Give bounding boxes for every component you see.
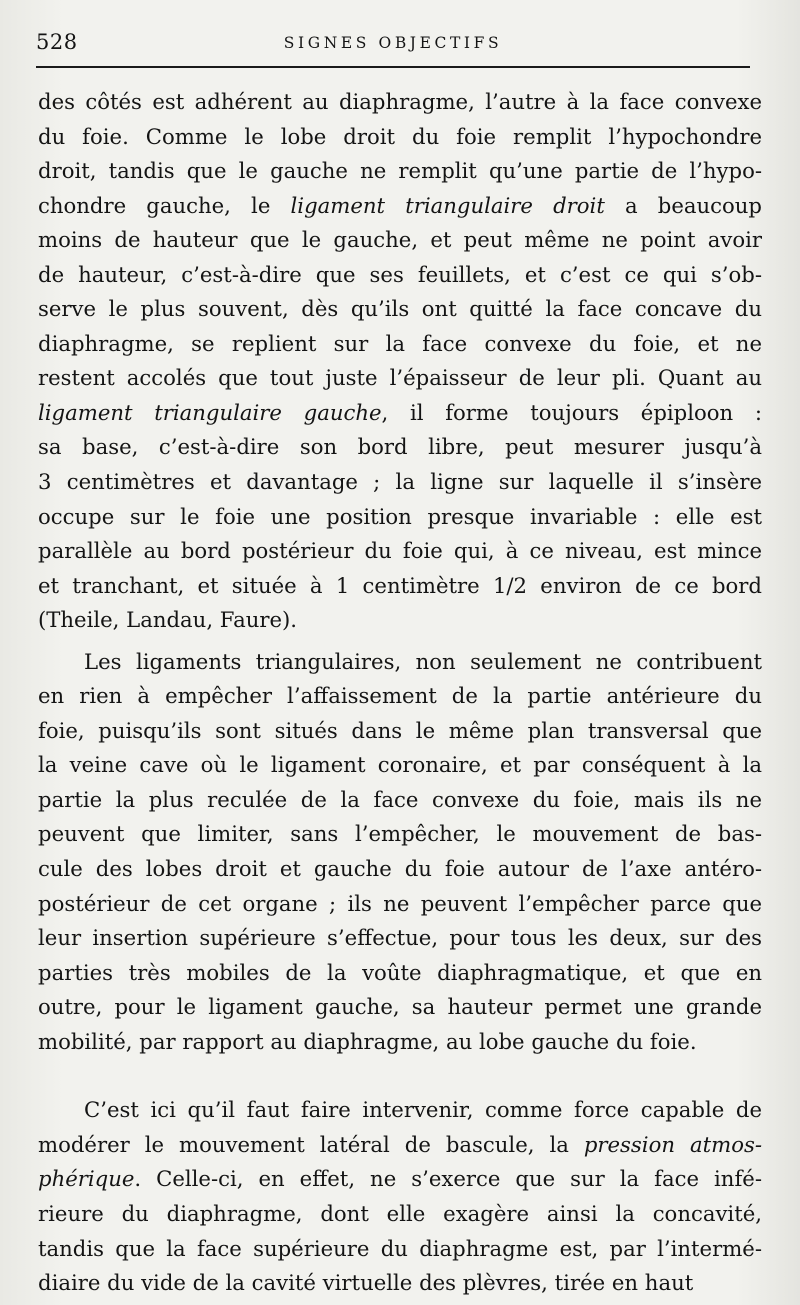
text-line bbox=[38, 645, 762, 680]
italic-text: ligament triangulaire gauche bbox=[38, 399, 382, 425]
page-number: 528 bbox=[36, 30, 78, 54]
text-line bbox=[38, 603, 762, 638]
text-line bbox=[38, 990, 762, 1025]
text-segment: modérer le mouvement latéral de bascule, la bbox=[38, 1131, 584, 1157]
text-segment: 3 centimètres et davantage ; la ligne sur laquelle il s’insère bbox=[38, 469, 762, 495]
text-segment: postérieur de cet organe ; ils ne peuvent l’empêcher parce que bbox=[38, 890, 762, 916]
text-line bbox=[38, 396, 762, 431]
text-segment: en rien à empêcher l’affaissement de la partie antérieure du bbox=[38, 683, 762, 709]
text-segment: outre, pour le ligament gauche, sa hauteur permet une grande bbox=[38, 994, 762, 1020]
text-line bbox=[38, 120, 762, 155]
paragraph-ligaments-description bbox=[38, 85, 762, 638]
body-text bbox=[38, 85, 762, 1301]
text-segment: diaire du vide de la cavité virtuelle des plèvres, tirée en haut bbox=[38, 1270, 694, 1296]
text-line bbox=[38, 1128, 762, 1163]
text-segment: leur insertion supérieure s’effectue, pour tous les deux, sur des bbox=[38, 925, 762, 951]
text-line bbox=[38, 817, 762, 852]
running-title: SIGNES OBJECTIFS bbox=[283, 34, 503, 52]
text-segment: . Celle-ci, en effet, ne s’exerce que sur la face infé- bbox=[134, 1166, 762, 1192]
text-line bbox=[38, 430, 762, 465]
text-segment: chondre gauche, le bbox=[38, 192, 291, 218]
paragraph-atmospheric-pressure bbox=[38, 1093, 762, 1300]
text-segment: de hauteur, c’est-à-dire que ses feuillets, et c’est ce qui s’ob- bbox=[38, 261, 762, 287]
text-line bbox=[38, 921, 762, 956]
text-segment: serve le plus souvent, dès qu’ils ont quitté la face concave du bbox=[38, 296, 762, 322]
text-line bbox=[38, 1162, 762, 1197]
text-line bbox=[38, 783, 762, 818]
text-segment: parallèle au bord postérieur du foie qui, à ce niveau, est mince bbox=[38, 538, 762, 564]
text-line bbox=[38, 189, 762, 224]
text-segment: des côtés est adhérent au diaphragme, l’autre à la face convexe bbox=[38, 89, 762, 114]
text-segment: restent accolés que tout juste l’épaisseur de leur pli. Quant au bbox=[38, 365, 762, 391]
text-line bbox=[38, 887, 762, 922]
text-segment: du foie. Comme le lobe droit du foie remplit l’hypochondre bbox=[38, 123, 762, 149]
text-line bbox=[38, 1093, 762, 1128]
text-segment: moins de hauteur que le gauche, et peut même ne point avoir bbox=[38, 227, 762, 253]
text-segment: cule des lobes droit et gauche du foie autour de l’axe antéro- bbox=[38, 856, 762, 882]
text-segment: peuvent que limiter, sans l’empêcher, le mouvement de bas- bbox=[38, 821, 762, 847]
text-segment: rieure du diaphragme, dont elle exagère ainsi la concavité, bbox=[38, 1200, 762, 1226]
italic-text: ligament triangulaire droit bbox=[290, 192, 605, 218]
running-head bbox=[36, 26, 750, 66]
text-line bbox=[38, 534, 762, 569]
text-segment: , il forme toujours épiploon : bbox=[381, 399, 762, 425]
text-line bbox=[38, 223, 762, 258]
text-line bbox=[38, 500, 762, 535]
text-line bbox=[38, 748, 762, 783]
text-line bbox=[38, 679, 762, 714]
text-segment: partie la plus reculée de la face convexe du foie, mais ils ne bbox=[38, 786, 762, 812]
text-segment: mobilité, par rapport au diaphragme, au lobe gauche du foie. bbox=[38, 1028, 697, 1054]
text-segment: foie, puisqu’ils sont situés dans le même plan transversal que bbox=[38, 717, 762, 743]
text-line bbox=[38, 465, 762, 500]
text-line bbox=[38, 1025, 762, 1060]
text-segment: la veine cave où le ligament coronaire, et par conséquent à la bbox=[38, 752, 762, 778]
paragraph-gap bbox=[38, 1059, 762, 1093]
text-line bbox=[38, 1197, 762, 1232]
text-line bbox=[38, 1232, 762, 1267]
paragraph-triangular-ligaments bbox=[38, 645, 762, 1060]
text-line bbox=[38, 714, 762, 749]
text-line bbox=[38, 956, 762, 991]
text-line bbox=[38, 327, 762, 362]
text-line bbox=[38, 85, 762, 120]
header-rule bbox=[36, 66, 750, 68]
italic-text: pression atmos- bbox=[583, 1131, 762, 1157]
paragraph-gap bbox=[38, 638, 762, 645]
text-segment: tandis que la face supérieure du diaphragme est, par l’intermé- bbox=[38, 1235, 762, 1261]
text-line bbox=[38, 258, 762, 293]
text-line bbox=[38, 361, 762, 396]
text-line bbox=[38, 569, 762, 604]
text-segment: occupe sur le foie une position presque invariable : elle est bbox=[38, 503, 762, 529]
text-line bbox=[38, 1266, 762, 1301]
text-segment: parties très mobiles de la voûte diaphragmatique, et que en bbox=[38, 959, 762, 985]
text-segment: diaphragme, se replient sur la face convexe du foie, et ne bbox=[38, 330, 762, 356]
text-segment: sa base, c’est-à-dire son bord libre, peut mesurer jusqu’à bbox=[38, 434, 762, 460]
text-segment: et tranchant, et située à 1 centimètre 1/2 environ de ce bord bbox=[38, 572, 762, 598]
text-segment: droit, tandis que le gauche ne remplit qu’une partie de l’hypo- bbox=[38, 158, 762, 184]
text-segment: a beaucoup bbox=[604, 192, 762, 218]
text-segment: (Theile, Landau, Faure). bbox=[38, 607, 298, 633]
italic-text: phérique bbox=[38, 1166, 135, 1192]
text-segment: Les ligaments triangulaires, non seulement ne contribuent bbox=[84, 648, 762, 674]
text-line bbox=[38, 852, 762, 887]
text-line bbox=[38, 154, 762, 189]
text-line bbox=[38, 292, 762, 327]
text-segment: C’est ici qu’il faut faire intervenir, comme force capable de bbox=[84, 1097, 762, 1123]
